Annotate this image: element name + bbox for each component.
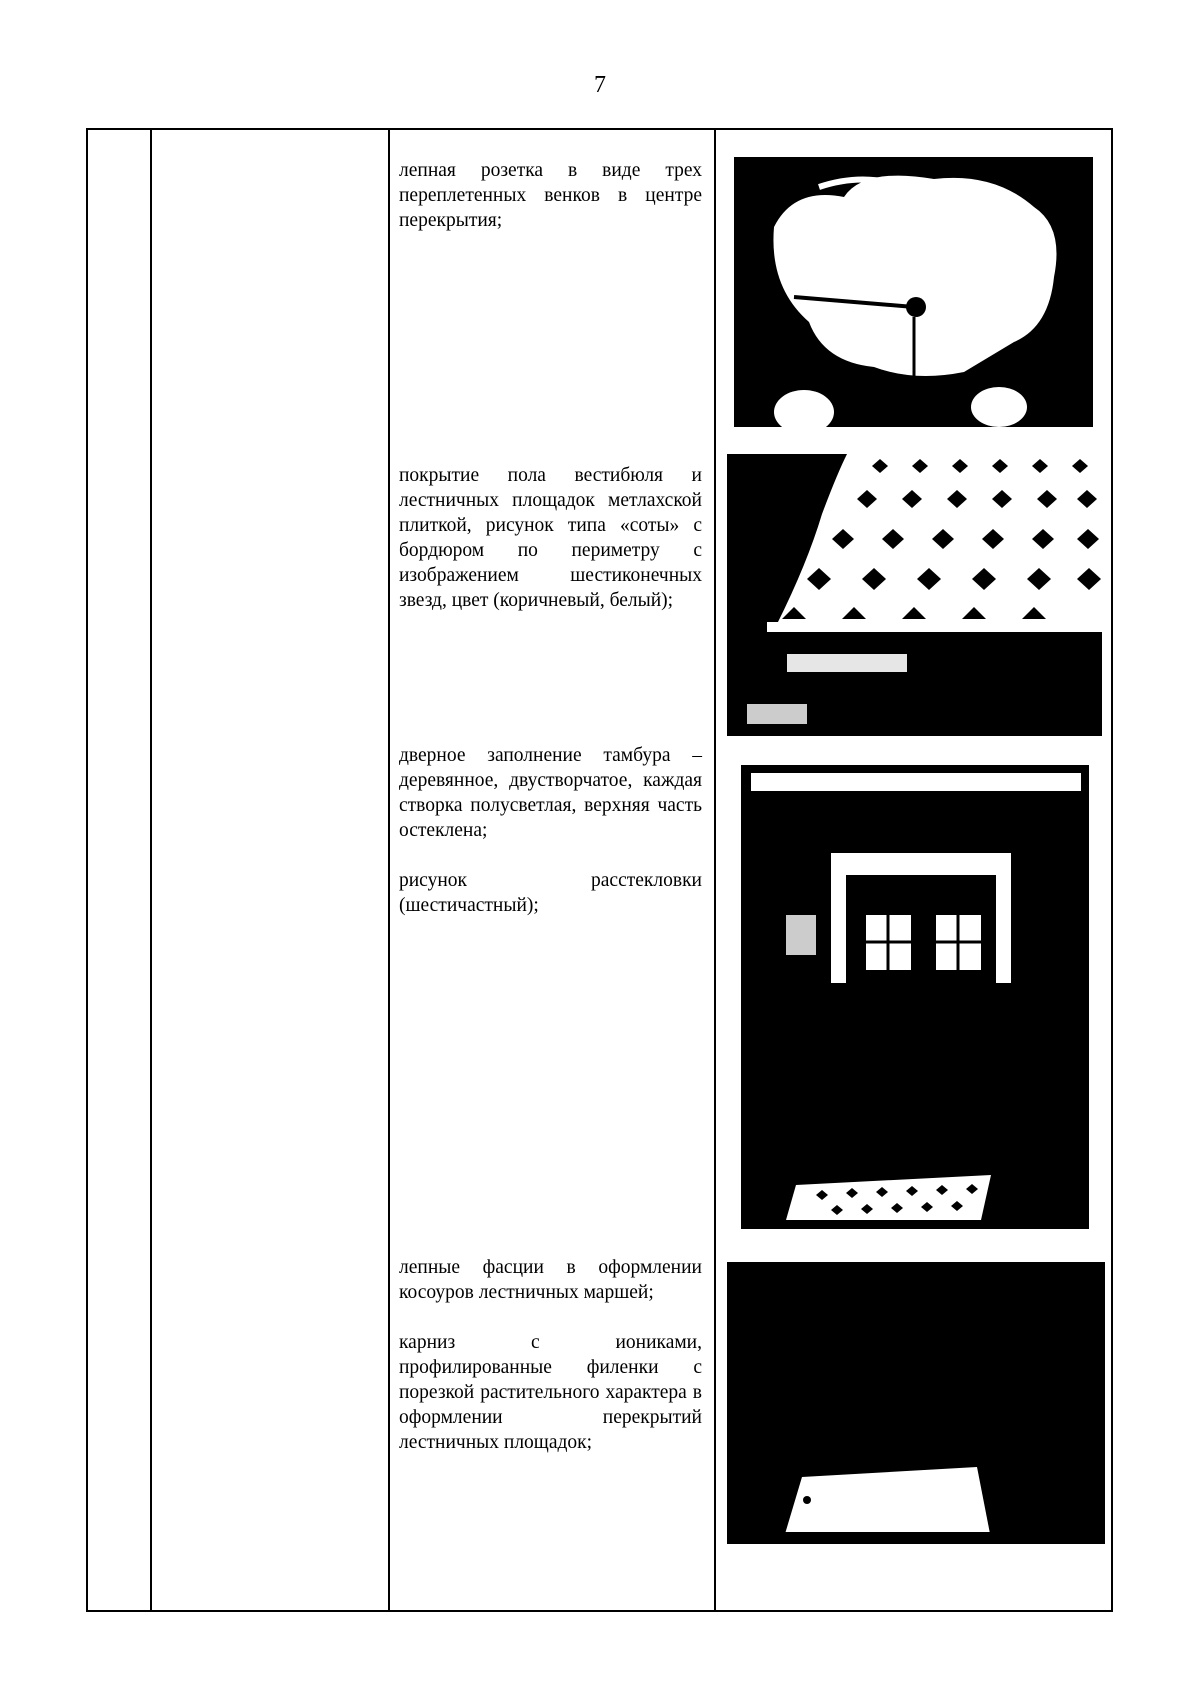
- description-paragraph: лепные фасции в оформлении косоуров лестничных маршей;: [399, 1257, 702, 1303]
- description-paragraph: дверное заполнение тамбура – деревянное, двустворчатое, каждая створка полусветлая, верхняя часть остеклена;: [399, 745, 702, 841]
- column-divider-1: [150, 128, 152, 1612]
- column-divider-2: [388, 128, 390, 1612]
- description-paragraph: карниз с иониками, профилированные филенки с порезкой растительного характера в оформлении перекрытий лестничных площадок;: [399, 1332, 702, 1453]
- column-divider-3: [714, 128, 716, 1612]
- ceiling-rosette-photo-icon: [734, 157, 1093, 427]
- description-paragraph: рисунок расстекловки (шестичастный);: [399, 870, 702, 916]
- description-paragraph: лепная розетка в виде трех переплетенных венков в центре перекрытия;: [399, 160, 702, 231]
- description-paragraph: покрытие пола вестибюля и лестничных площадок метлахской плиткой, рисунок типа «соты» с бордюром по периметру с изображением шестиконечных звезд, цвет (коричневый, белый);: [399, 465, 702, 611]
- description-item-3: [399, 743, 702, 918]
- tiled-floor-photo-icon: [727, 454, 1102, 736]
- description-item-1: [399, 158, 702, 233]
- description-item-4: [399, 1255, 702, 1455]
- description-item-2: [399, 463, 702, 613]
- vestibule-door-photo-icon: [741, 765, 1089, 1229]
- staircase-ceiling-photo-icon: [727, 1262, 1105, 1544]
- page-number: 7: [594, 72, 606, 98]
